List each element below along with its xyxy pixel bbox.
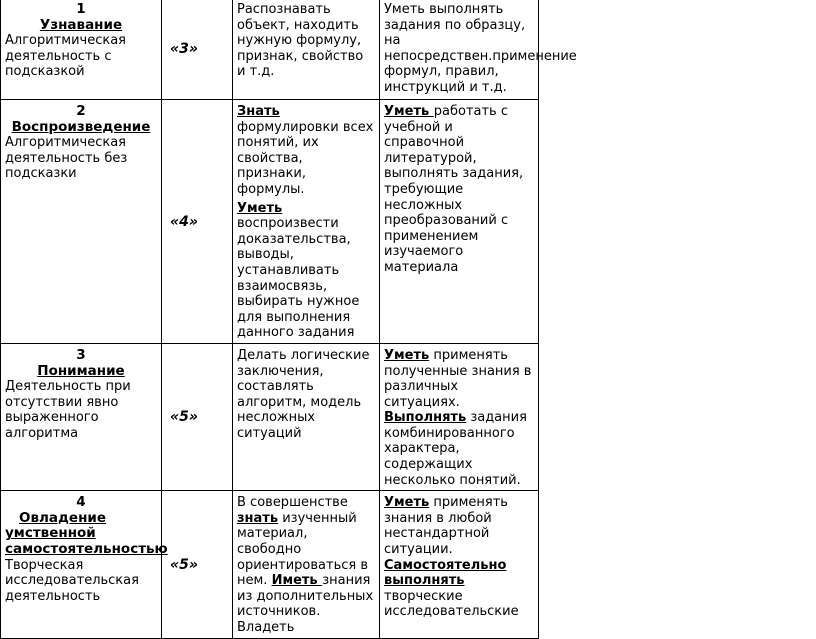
skills-text: применять полученные знания в различных ситуациях. (384, 347, 532, 410)
skills-cell (380, 343, 539, 490)
knowledge-cell (233, 100, 380, 344)
keyword: Уметь (237, 200, 283, 216)
level-cell (1, 343, 162, 490)
knowledge-text: Распознавать объект, находить нужную формулу, признак, свойство и т.д. (237, 2, 364, 80)
keyword: Иметь (271, 573, 323, 589)
table-row (1, 0, 539, 100)
keyword: Выполнять (384, 410, 467, 426)
knowledge-text: Делать логические заключения, составлять алгоритм, модель несложных ситуаций (237, 347, 370, 441)
keyword: Уметь (384, 104, 434, 119)
table-row (1, 100, 539, 344)
activity-text: Творческая исследовательская деятельность (5, 557, 139, 604)
level-number: 1 (76, 1, 86, 17)
skills-cell (380, 491, 539, 638)
grade-cell (162, 100, 233, 344)
level-number: 4 (76, 494, 86, 511)
keyword: Уметь (384, 347, 430, 363)
grade-cell (162, 0, 233, 100)
knowledge-cell (233, 0, 380, 100)
skills-text: применять знания в любой нестандартной ситуации. (384, 495, 508, 558)
level-title: Овладение умственной самостоятельностью (5, 509, 168, 558)
skills-text: задания комбинированного характера, содержащих несколько понятий. (384, 410, 527, 488)
level-cell (1, 0, 162, 100)
grade-value: «5» (170, 556, 198, 573)
keyword: знать (237, 510, 279, 526)
grade-value: «3» (170, 40, 198, 57)
activity-text: Алгоритмическая деятельность без подсказки (5, 135, 128, 182)
skills-text: творческие исследовательские (384, 588, 519, 620)
activity-text: Деятельность при отсутствии явно выраженного алгоритма (5, 379, 131, 441)
knowledge-cell (233, 491, 380, 638)
grade-value: «4» (170, 213, 198, 230)
keyword: Знать (237, 104, 280, 119)
grade-cell (162, 343, 233, 490)
activity-text: Алгоритмическая деятельность с подсказкой (5, 33, 126, 80)
knowledge-cell (233, 343, 380, 490)
keyword: Самостоятельно выполнять (384, 557, 507, 589)
skills-text: работать с учебной и справочной литературой, выполнять задания, требующие несложных преобразований с применением изучаемого материала (384, 104, 524, 275)
level-number: 2 (76, 103, 86, 119)
level-number: 3 (76, 346, 86, 363)
level-title: Узнавание (39, 16, 123, 33)
knowledge-text: В совершенстве (237, 495, 348, 511)
skills-cell (380, 0, 577, 100)
keyword: Уметь (384, 495, 430, 511)
knowledge-text: знания из дополнительных источников. Владеть (237, 573, 374, 635)
skills-cell (380, 100, 539, 344)
grade-cell (162, 491, 233, 638)
knowledge-text: формулировки всех понятий, их свойства, признаки, формулы. (237, 119, 374, 197)
knowledge-text: изученный материал, свободно ориентироваться в нем. (237, 510, 369, 589)
level-title: Понимание (37, 362, 125, 379)
skills-text: Уметь выполнять задания по образцу, на непосредствен.применение формул, правил, инструкций и т.д. (384, 2, 577, 95)
knowledge-text: воспроизвести доказательства, выводы, устанавливать взаимосвязь, выбирать нужное для выполнения данного задания (237, 216, 360, 341)
table-row (1, 343, 539, 490)
table-row (1, 491, 539, 638)
level-cell (1, 100, 162, 344)
level-cell (1, 491, 168, 638)
grade-value: «5» (170, 409, 198, 426)
level-title: Воспроизведение (11, 118, 151, 135)
